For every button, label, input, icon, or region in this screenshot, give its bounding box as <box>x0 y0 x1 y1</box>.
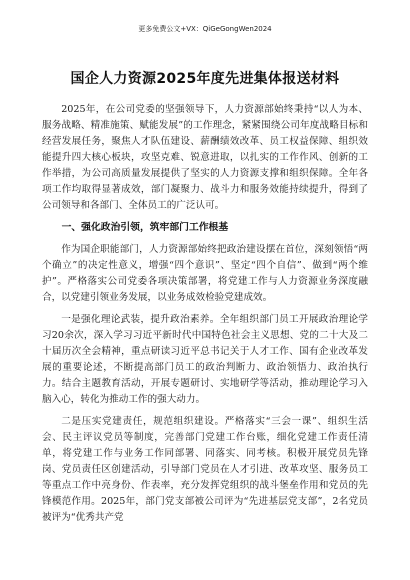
header-note: 更多免费公文+VX：QiGeGongWen2024 <box>138 25 272 33</box>
document-title: 国企人力资源2025年度先进集体报送材料 <box>70 71 340 87</box>
document-body <box>42 102 368 532</box>
paragraph-intro: 2025年，在公司党委的坚强领导下，人力资源部始终秉持“以人为本、服务战略、精准施策、赋能发展”的工作理念，紧紧围绕公司年度战略目标和经营发展任务，聚焦人才队伍建设、薪酬绩效改革、员工权益保障、组织效能提升四大核心板块，攻坚克难、锐意进取，以扎实的工作作风、创新的工作举措，为公司高质量发展提供了坚实的人力资源支撑和组织保障。全年各项工作均取得显著成效，部门凝聚力、战斗力和服务效能持续提升，得到了公司领导和各部门、全体员工的广泛认可。 <box>42 104 368 211</box>
paragraph-political-building: 作为国企职能部门，人力资源部始终把政治建设摆在首位，深刻领悟“两个确立”的决定性意义，增强“四个意识”、坚定“四个自信”、做到“两个维护”。严格落实公司党委各项决策部署，将党建工作与人力资源业务深度融合，以党建引领业务发展，以业务成效检验党建成效。 <box>42 244 368 303</box>
section-heading-1: 一、强化政治引领，筑牢部门工作根基 <box>61 222 229 233</box>
paragraph-theory-study: 一是强化理论武装，提升政治素养。全年组织部门员工开展政治理论学习20余次，深入学习习近平新时代中国特色社会主义思想、党的二十大及二十届历次全会精神，重点研读习近平总书记关于人才工作、国有企业改革发展的重要论述，不断提高部门员工的政治判断力、政治领悟力、政治执行力。结合主题教育活动，开展专题研讨、实地研学等活动，推动理论学习入脑入心，转化为推动工作的强大动力。 <box>42 314 368 405</box>
paragraph-party-responsibility: 二是压实党建责任，规范组织建设。严格落实“三会一课”、组织生活会、民主评议党员等制度，完善部门党建工作台账，细化党建工作责任清单，将党建工作与业务工作同部署、同落实、同考核。积极开展党员先锋岗、党员责任区创建活动，引导部门党员在人才引进、改革攻坚、服务员工等重点工作中亮身份、作表率，充分发挥党组织的战斗堡垒作用和党员的先锋模范作用。2025年，部门党支部被公司评为“先进基层党支部”，2名党员被评为“优秀共产党 <box>42 416 368 523</box>
